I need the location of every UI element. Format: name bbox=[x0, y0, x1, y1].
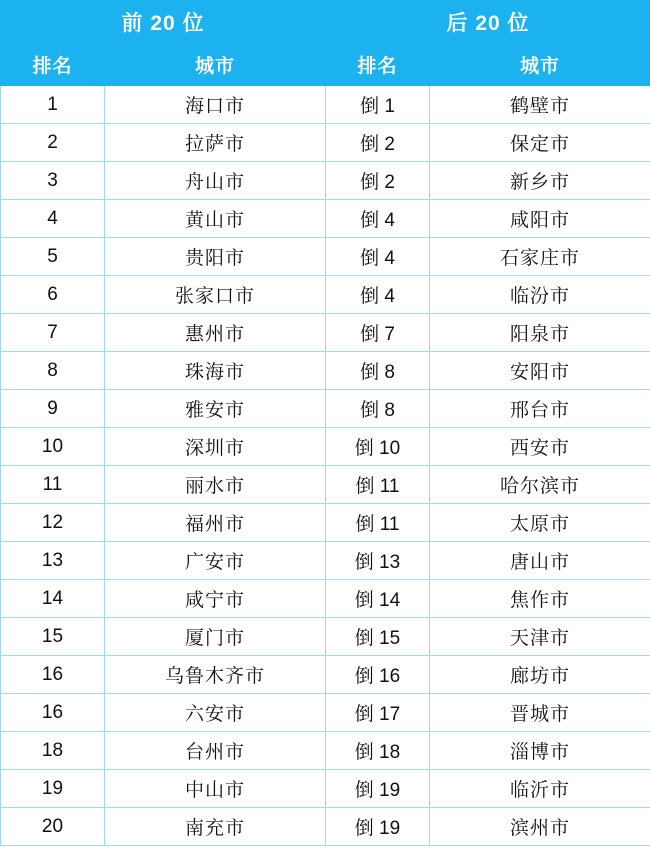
cell-city-bottom: 咸阳市 bbox=[430, 200, 650, 238]
table-row bbox=[1, 466, 650, 504]
cell-rank-top: 19 bbox=[1, 770, 105, 808]
cell-city-bottom: 石家庄市 bbox=[430, 238, 650, 276]
cell-city-top: 黄山市 bbox=[105, 200, 326, 238]
cell-city-top: 张家口市 bbox=[105, 276, 326, 314]
table-row bbox=[1, 656, 650, 694]
cell-rank-top: 1 bbox=[1, 86, 105, 124]
column-header-city-bottom: 城市 bbox=[430, 43, 650, 86]
column-header-rank-top: 排名 bbox=[1, 43, 105, 86]
cell-city-bottom: 西安市 bbox=[430, 428, 650, 466]
table-row bbox=[1, 200, 650, 238]
table-row bbox=[1, 162, 650, 200]
table-row bbox=[1, 238, 650, 276]
cell-rank-top: 5 bbox=[1, 238, 105, 276]
cell-city-top: 拉萨市 bbox=[105, 124, 326, 162]
cell-rank-bottom: 倒 8 bbox=[326, 390, 430, 428]
cell-rank-top: 7 bbox=[1, 314, 105, 352]
cell-rank-bottom: 倒 4 bbox=[326, 276, 430, 314]
table-row bbox=[1, 504, 650, 542]
cell-city-top: 南充市 bbox=[105, 808, 326, 846]
cell-rank-top: 3 bbox=[1, 162, 105, 200]
table-row bbox=[1, 314, 650, 352]
cell-rank-bottom: 倒 4 bbox=[326, 200, 430, 238]
cell-city-bottom: 临汾市 bbox=[430, 276, 650, 314]
cell-rank-bottom: 倒 4 bbox=[326, 238, 430, 276]
cell-rank-top: 15 bbox=[1, 618, 105, 656]
table-row bbox=[1, 808, 650, 846]
cell-city-bottom: 保定市 bbox=[430, 124, 650, 162]
cell-rank-top: 12 bbox=[1, 504, 105, 542]
cell-rank-bottom: 倒 18 bbox=[326, 732, 430, 770]
cell-rank-top: 16 bbox=[1, 656, 105, 694]
cell-rank-bottom: 倒 11 bbox=[326, 466, 430, 504]
cell-city-bottom: 鹤壁市 bbox=[430, 86, 650, 124]
cell-rank-bottom: 倒 17 bbox=[326, 694, 430, 732]
cell-city-bottom: 安阳市 bbox=[430, 352, 650, 390]
cell-rank-top: 10 bbox=[1, 428, 105, 466]
table-row bbox=[1, 390, 650, 428]
table-row bbox=[1, 542, 650, 580]
cell-city-bottom: 太原市 bbox=[430, 504, 650, 542]
cell-rank-top: 2 bbox=[1, 124, 105, 162]
cell-rank-bottom: 倒 8 bbox=[326, 352, 430, 390]
table-row bbox=[1, 352, 650, 390]
table-row bbox=[1, 770, 650, 808]
cell-city-top: 雅安市 bbox=[105, 390, 326, 428]
cell-rank-bottom: 倒 14 bbox=[326, 580, 430, 618]
cell-rank-top: 13 bbox=[1, 542, 105, 580]
cell-rank-bottom: 倒 10 bbox=[326, 428, 430, 466]
cell-city-bottom: 唐山市 bbox=[430, 542, 650, 580]
table-row bbox=[1, 124, 650, 162]
cell-city-top: 海口市 bbox=[105, 86, 326, 124]
cell-city-bottom: 阳泉市 bbox=[430, 314, 650, 352]
table-row bbox=[1, 580, 650, 618]
cell-rank-top: 6 bbox=[1, 276, 105, 314]
cell-city-bottom: 焦作市 bbox=[430, 580, 650, 618]
cell-city-top: 中山市 bbox=[105, 770, 326, 808]
cell-city-top: 惠州市 bbox=[105, 314, 326, 352]
table-header bbox=[1, 1, 650, 86]
cell-rank-top: 16 bbox=[1, 694, 105, 732]
cell-city-top: 乌鲁木齐市 bbox=[105, 656, 326, 694]
cell-rank-bottom: 倒 2 bbox=[326, 124, 430, 162]
cell-city-top: 厦门市 bbox=[105, 618, 326, 656]
cell-rank-bottom: 倒 19 bbox=[326, 770, 430, 808]
table-body bbox=[1, 86, 650, 846]
cell-city-top: 贵阳市 bbox=[105, 238, 326, 276]
cell-city-bottom: 晋城市 bbox=[430, 694, 650, 732]
cell-city-top: 咸宁市 bbox=[105, 580, 326, 618]
cell-city-top: 台州市 bbox=[105, 732, 326, 770]
cell-city-top: 珠海市 bbox=[105, 352, 326, 390]
cell-rank-top: 9 bbox=[1, 390, 105, 428]
cell-city-top: 丽水市 bbox=[105, 466, 326, 504]
cell-city-bottom: 新乡市 bbox=[430, 162, 650, 200]
cell-city-bottom: 临沂市 bbox=[430, 770, 650, 808]
cell-rank-top: 4 bbox=[1, 200, 105, 238]
table-row bbox=[1, 618, 650, 656]
cell-city-top: 广安市 bbox=[105, 542, 326, 580]
cell-rank-bottom: 倒 15 bbox=[326, 618, 430, 656]
cell-city-top: 福州市 bbox=[105, 504, 326, 542]
table-row bbox=[1, 694, 650, 732]
column-header-row bbox=[1, 43, 650, 86]
cell-rank-bottom: 倒 13 bbox=[326, 542, 430, 580]
cell-rank-bottom: 倒 7 bbox=[326, 314, 430, 352]
table-row bbox=[1, 86, 650, 124]
cell-city-bottom: 邢台市 bbox=[430, 390, 650, 428]
cell-rank-top: 8 bbox=[1, 352, 105, 390]
cell-city-top: 六安市 bbox=[105, 694, 326, 732]
cell-city-bottom: 淄博市 bbox=[430, 732, 650, 770]
cell-rank-top: 11 bbox=[1, 466, 105, 504]
cell-city-top: 深圳市 bbox=[105, 428, 326, 466]
cell-rank-top: 14 bbox=[1, 580, 105, 618]
column-header-rank-bottom: 排名 bbox=[326, 43, 430, 86]
cell-rank-bottom: 倒 11 bbox=[326, 504, 430, 542]
cell-rank-bottom: 倒 2 bbox=[326, 162, 430, 200]
cell-rank-bottom: 倒 19 bbox=[326, 808, 430, 846]
table-row bbox=[1, 276, 650, 314]
group-header-row bbox=[1, 1, 650, 43]
cell-rank-top: 20 bbox=[1, 808, 105, 846]
table-row bbox=[1, 732, 650, 770]
cell-city-bottom: 哈尔滨市 bbox=[430, 466, 650, 504]
group-header-bottom20: 后 20 位 bbox=[326, 1, 650, 43]
cell-city-top: 舟山市 bbox=[105, 162, 326, 200]
cell-city-bottom: 天津市 bbox=[430, 618, 650, 656]
cell-city-bottom: 廊坊市 bbox=[430, 656, 650, 694]
column-header-city-top: 城市 bbox=[105, 43, 326, 86]
table-row bbox=[1, 428, 650, 466]
cell-rank-top: 18 bbox=[1, 732, 105, 770]
cell-city-bottom: 滨州市 bbox=[430, 808, 650, 846]
cell-rank-bottom: 倒 1 bbox=[326, 86, 430, 124]
cell-rank-bottom: 倒 16 bbox=[326, 656, 430, 694]
group-header-top20: 前 20 位 bbox=[1, 1, 326, 43]
